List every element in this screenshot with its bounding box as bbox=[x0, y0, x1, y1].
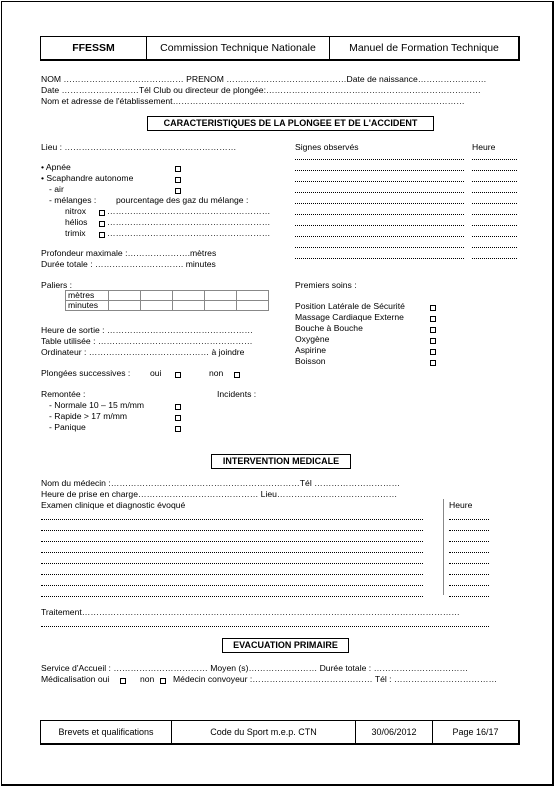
premier-soin-item: Oxygène bbox=[295, 334, 330, 344]
paliers-row-label: mètres bbox=[66, 291, 109, 301]
footer-brevets: Brevets et qualifications bbox=[41, 721, 172, 743]
examen-line[interactable] bbox=[41, 541, 423, 542]
scaphandre-option: • Scaphandre autonome bbox=[41, 173, 134, 183]
medicalisation-non-label: non bbox=[140, 674, 155, 684]
header-commission: Commission Technique Nationale bbox=[147, 37, 330, 59]
signe-heure-line[interactable] bbox=[472, 214, 517, 215]
section-title-evacuation: EVACUATION PRIMAIRE bbox=[222, 638, 349, 653]
signe-line[interactable] bbox=[295, 236, 464, 237]
paliers-table bbox=[65, 290, 269, 311]
footer-table bbox=[40, 720, 520, 745]
signe-line[interactable] bbox=[295, 225, 464, 226]
identity-date-line: Date ………………………Tél Club ou directeur de plongée:………………………………………………………………… bbox=[41, 85, 481, 95]
signe-line[interactable] bbox=[295, 181, 464, 182]
examen-heure-line[interactable] bbox=[449, 585, 489, 586]
identity-nom-line: NOM …………………………………… PRENOM ……………………………………Date de naissance…………………… bbox=[41, 74, 487, 84]
plongees-oui-checkbox[interactable] bbox=[175, 372, 181, 378]
apnee-checkbox[interactable] bbox=[175, 166, 181, 172]
gas-trimix-dots: ………………………………………………… bbox=[107, 228, 271, 238]
signe-line[interactable] bbox=[295, 203, 464, 204]
plongees-non-checkbox[interactable] bbox=[234, 372, 240, 378]
signe-line[interactable] bbox=[295, 214, 464, 215]
paliers-cell[interactable] bbox=[205, 291, 237, 301]
medecin-convoyeur-line: Médecin convoyeur :…………………………………… Tél : ……………………………… bbox=[173, 674, 498, 684]
melanges-option: - mélanges : bbox=[49, 195, 97, 205]
nom-medecin-line: Nom du médecin :…………………………………………………………Tél ………………………… bbox=[41, 478, 401, 488]
paliers-row-label: minutes bbox=[66, 301, 109, 311]
paliers-row-minutes bbox=[66, 301, 269, 311]
plongees-successives-label: Plongées successives : bbox=[41, 368, 131, 378]
heure-label-examen: Heure bbox=[449, 500, 473, 510]
remontee-label: Remontée : bbox=[41, 389, 86, 399]
examen-heure-line[interactable] bbox=[449, 596, 489, 597]
gas-trimix-label: trimix bbox=[65, 228, 86, 238]
examen-line[interactable] bbox=[41, 552, 423, 553]
table-utilisee-line: Table utilisée : ……………………………………………… bbox=[41, 336, 253, 346]
premier-soin-checkbox[interactable] bbox=[430, 360, 436, 366]
paliers-cell[interactable] bbox=[237, 291, 269, 301]
remontee-panique-checkbox[interactable] bbox=[175, 426, 181, 432]
header-table bbox=[40, 36, 520, 61]
paliers-cell[interactable] bbox=[205, 301, 237, 311]
signe-line[interactable] bbox=[295, 170, 464, 171]
premier-soin-checkbox[interactable] bbox=[430, 316, 436, 322]
premier-soin-item: Position Latérale de Sécurité bbox=[295, 301, 405, 311]
premier-soin-item: Massage Cardiaque Externe bbox=[295, 312, 404, 322]
traitement-extra-line bbox=[41, 626, 489, 627]
paliers-cell[interactable] bbox=[141, 301, 173, 311]
apnee-option: • Apnée bbox=[41, 162, 71, 172]
footer-date: 30/06/2012 bbox=[356, 721, 433, 743]
section-title-intervention: INTERVENTION MEDICALE bbox=[211, 454, 351, 469]
paliers-cell[interactable] bbox=[173, 301, 205, 311]
air-option: - air bbox=[49, 184, 64, 194]
signe-line[interactable] bbox=[295, 159, 464, 160]
examen-heure-line[interactable] bbox=[449, 530, 489, 531]
service-accueil-line: Service d'Accueil : …………………………… Moyen (s)…………………… Durée totale : …………………………… bbox=[41, 663, 469, 673]
premier-soin-item: Aspirine bbox=[295, 345, 327, 355]
signe-heure-line[interactable] bbox=[472, 203, 517, 204]
ordinateur-line: Ordinateur : …………………………………… à joindre bbox=[41, 347, 245, 357]
gas-nitrox-checkbox[interactable] bbox=[99, 210, 105, 216]
heure-prise-line: Heure de prise en charge…………………………………… Lieu…………………………………… bbox=[41, 489, 398, 499]
duree-line: Durée totale : …………………………. minutes bbox=[41, 259, 216, 269]
heure-sortie-line: Heure de sortie : …………………………………………… bbox=[41, 325, 254, 335]
paliers-row-metres bbox=[66, 291, 269, 301]
remontee-rapide: - Rapide > 17 m/mm bbox=[49, 411, 128, 421]
signe-heure-line[interactable] bbox=[472, 159, 517, 160]
medicalisation-oui-checkbox[interactable] bbox=[120, 678, 126, 684]
document-page bbox=[1, 1, 554, 786]
examen-heure-line[interactable] bbox=[449, 552, 489, 553]
medicalisation-non-checkbox[interactable] bbox=[160, 678, 166, 684]
incidents-label: Incidents : bbox=[217, 389, 257, 399]
footer-page: Page 16/17 bbox=[452, 727, 499, 737]
pourcentage-label: pourcentage des gaz du mélange : bbox=[116, 195, 249, 205]
premier-soin-item: Bouche à Bouche bbox=[295, 323, 363, 333]
profondeur-line: Profondeur maximale :………………….mètres bbox=[41, 248, 217, 258]
examen-heure-line[interactable] bbox=[449, 519, 489, 520]
signe-line[interactable] bbox=[295, 247, 464, 248]
air-checkbox[interactable] bbox=[175, 188, 181, 194]
premier-soin-checkbox[interactable] bbox=[430, 305, 436, 311]
examen-heure-line[interactable] bbox=[449, 541, 489, 542]
remontee-normale-checkbox[interactable] bbox=[175, 404, 181, 410]
remontee-panique: - Panique bbox=[49, 422, 86, 432]
gas-nitrox-label: nitrox bbox=[65, 206, 87, 216]
gas-nitrox-dots: ………………………………………………… bbox=[107, 206, 271, 216]
signe-line[interactable] bbox=[295, 258, 464, 259]
header-manual: Manuel de Formation Technique bbox=[349, 42, 499, 54]
lieu-line: Lieu : …………………………………………………… bbox=[41, 142, 237, 152]
premiers-soins-label: Premiers soins : bbox=[295, 280, 357, 290]
section-title-caracteristiques: CARACTERISTIQUES DE LA PLONGEE ET DE L'ACCIDENT bbox=[147, 116, 434, 131]
examen-heure-line[interactable] bbox=[449, 574, 489, 575]
paliers-label: Paliers : bbox=[41, 280, 73, 290]
signe-heure-line[interactable] bbox=[472, 192, 517, 193]
premier-soin-checkbox[interactable] bbox=[430, 349, 436, 355]
paliers-cell[interactable] bbox=[237, 301, 269, 311]
plongees-non-label: non bbox=[209, 368, 224, 378]
scaphandre-checkbox[interactable] bbox=[175, 177, 181, 183]
signe-line[interactable] bbox=[295, 192, 464, 193]
header-org: FFESSM bbox=[41, 37, 147, 59]
examen-line[interactable] bbox=[41, 574, 423, 575]
gas-helios-checkbox[interactable] bbox=[99, 221, 105, 227]
heure-label-signes: Heure bbox=[472, 142, 496, 152]
gas-helios-dots: ………………………………………………… bbox=[107, 217, 271, 227]
paliers-cell[interactable] bbox=[109, 301, 141, 311]
examen-line[interactable] bbox=[41, 596, 423, 597]
examen-heure-line[interactable] bbox=[449, 563, 489, 564]
examen-label: Examen clinique et diagnostic évoqué bbox=[41, 500, 186, 510]
signe-heure-line[interactable] bbox=[472, 258, 517, 259]
premier-soin-checkbox[interactable] bbox=[430, 338, 436, 344]
signe-heure-line[interactable] bbox=[472, 170, 517, 171]
paliers-cell[interactable] bbox=[109, 291, 141, 301]
signe-heure-line[interactable] bbox=[472, 181, 517, 182]
premier-soin-item: Boisson bbox=[295, 356, 326, 366]
footer-code: Code du Sport m.e.p. CTN bbox=[172, 721, 356, 743]
paliers-cell[interactable] bbox=[141, 291, 173, 301]
traitement-line: Traitement…………………………………………………………………………………………………………………… bbox=[41, 607, 460, 617]
medicalisation-label: Médicalisation oui bbox=[41, 674, 110, 684]
signe-heure-line[interactable] bbox=[472, 236, 517, 237]
examen-line[interactable] bbox=[41, 563, 423, 564]
premier-soin-checkbox[interactable] bbox=[430, 327, 436, 333]
examen-line[interactable] bbox=[41, 519, 423, 520]
signe-heure-line[interactable] bbox=[472, 247, 517, 248]
identity-adresse-line: Nom et adresse de l'établissement………………………………………………………………………………………… bbox=[41, 96, 465, 106]
signes-observes-label: Signes observés bbox=[295, 142, 359, 152]
gas-trimix-checkbox[interactable] bbox=[99, 232, 105, 238]
remontee-rapide-checkbox[interactable] bbox=[175, 415, 181, 421]
plongees-oui-label: oui bbox=[150, 368, 162, 378]
examen-line[interactable] bbox=[41, 585, 423, 586]
signe-heure-line[interactable] bbox=[472, 225, 517, 226]
paliers-cell[interactable] bbox=[173, 291, 205, 301]
examen-line[interactable] bbox=[41, 530, 423, 531]
gas-helios-label: hélios bbox=[65, 217, 88, 227]
examen-divider bbox=[443, 499, 444, 595]
remontee-normale: - Normale 10 – 15 m/mm bbox=[49, 400, 145, 410]
